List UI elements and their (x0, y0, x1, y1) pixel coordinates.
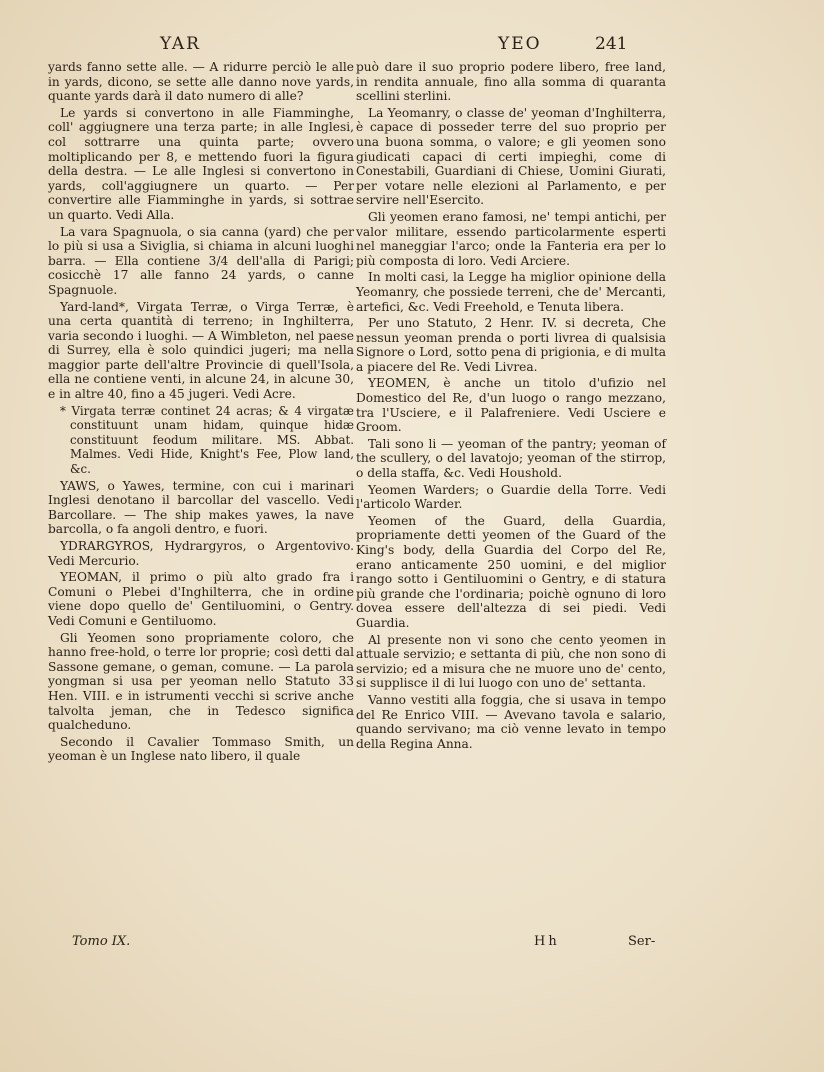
paragraph: La Yeomanry, o classe de' yeoman d'Inghilterra, è capace di posseder terre del suo proprio per una buona somma, o valore; e gli yeomen sono giudicati capaci di certi impieghi, come di Conestabili, Guardiani di Chiese, Uomini Giurati, per votare nelle elezioni al Parlamento, e per servire nell'Esercito. (356, 105, 666, 208)
paragraph: Gli yeomen erano famosi, ne' tempi antichi, per valor militare, essendo particolarmente esperti nel maneggiar l'arco; onde la Fanteria era per lo più composta di loro. Vedi Arciere. (356, 209, 666, 268)
left-column (48, 60, 354, 766)
paragraph: Per uno Statuto, 2 Henr. IV. si decreta, Che nessun yeoman prenda o porti livrea di qualsisia Signore o Lord, sotto pena di prigionia, e di multa a piacere del Re. Vedi Livrea. (356, 316, 666, 374)
catchword: Ser- (628, 934, 656, 949)
signature-mark: Hh (534, 934, 560, 949)
right-running-title: YEO (498, 34, 542, 54)
paragraph: In molti casi, la Legge ha miglior opinione della Yeomanry, che possiede terreni, che de' Mercanti, artefici, &c. Vedi Freehold, e Tenuta libera. (356, 270, 666, 314)
paragraph: yards fanno sette alle. — A ridurre perciò le alle in yards, dicono, se sette alle danno nove yards, quante yards darà il dato numero di alle? (48, 60, 354, 104)
paragraph: YDRARGYROS, Hydrargyros, o Argentovivo. Vedi Mercurio. (48, 539, 354, 568)
paragraph: Yeomen Warders; o Guardie della Torre. Vedi l'articolo Warder. (356, 482, 666, 512)
paragraph: Yeomen of the Guard, della Guardia, propriamente detti yeomen of the Guard of the King's body, della Guardia del Corpo del Re, erano anticamente 250 uomini, e del miglior rango sotto i Gentiluomini o Gentry, e di statura più grande che l'ordinaria; poichè ognuno di loro dovea essere dell'altezza di sei piedi. Vedi Guardia. (356, 513, 666, 630)
paragraph: La vara Spagnuola, o sia canna (yard) che per lo più si usa a Siviglia, si chiama in alcuni luoghi barra. — Ella contiene 3/4 dell'alla di Parigi; cosicchè 17 alle fanno 24 yards, o canne Spagnuole. (48, 224, 354, 297)
right-column (356, 60, 666, 753)
paragraph: YEOMEN, è anche un titolo d'ufizio nel Domestico del Re, d'un luogo o rango mezzano, tra l'Usciere, e il Palafreniere. Vedi Usciere e Groom. (356, 376, 666, 435)
footnote: * Virgata terræ continet 24 acras; & 4 virgatæ constituunt unam hidam, quinque hidæ constituunt feodum militare. MS. Abbat. Malmes. Vedi Hide, Knight's Fee, Plow land, &c. (60, 403, 354, 477)
page-number: 241 (595, 34, 628, 54)
paragraph: YEOMAN, il primo o più alto grado fra i Comuni o Plebei d'Inghilterra, che in ordine viene dopo quello de' Gentiluomini, o Gentry. Vedi Comuni e Gentiluomo. (48, 570, 354, 628)
paragraph: Gli Yeomen sono propriamente coloro, che hanno free-hold, o terre lor proprie; così detti dal Sassone gemane, o geman, comune. — La parola yongman si usa per yeoman nello Statuto 33 Hen. VIII. e in istrumenti vecchi si scrive anche talvolta jeman, che in Tedesco significa qualcheduno. (48, 630, 354, 733)
paragraph: Tali sono li — yeoman of the pantry; yeoman of the scullery, o del lavatojo; yeoman of the stirrop, o della staffa, &c. Vedi Houshold. (356, 436, 666, 481)
running-header (0, 34, 824, 58)
paragraph: Vanno vestiti alla foggia, che si usava in tempo del Re Enrico VIII. — Avevano tavola e salario, quando servivano; ma ciò venne levato in tempo della Regina Anna. (356, 692, 666, 751)
paragraph: Secondo il Cavalier Tommaso Smith, un yeoman è un Inglese nato libero, il quale (48, 734, 354, 764)
paragraph: Al presente non vi sono che cento yeomen in attuale servizio; e settanta di più, che non sono di servizio; ed a misura che ne muore uno de' cento, si supplisce il di lui luogo con uno de' settanta. (356, 632, 666, 691)
paragraph: può dare il suo proprio podere libero, free land, in rendita annuale, fino alla somma di quaranta scellini sterlini. (356, 60, 666, 104)
paragraph: YAWS, o Yawes, termine, con cui i marinari Inglesi denotano il barcollar del vascello. Vedi Barcollare. — The ship makes yawes, la nave barcolla, o fa angoli dentro, e fuori. (48, 478, 354, 537)
paragraph: Yard-land*, Virgata Terræ, o Virga Terræ, è una certa quantità di terreno; in Inghilterra, varia secondo i luoghi. — A Wimbleton, nel paese di Surrey, ella è solo quindici jugeri; ma nella maggior parte dell'altre Provincie di quell'Isola, ella ne contiene venti, in alcune 24, in alcune 30, e in altre 40, fino a 45 jugeri. Vedi Acre. (48, 299, 354, 402)
left-running-title: YAR (160, 34, 201, 54)
volume-mark: Tomo IX. (72, 934, 131, 949)
paragraph: Le yards si convertono in alle Fiamminghe, coll' aggiugnere una terza parte; in alle Inglesi, col sottrarre una quinta parte; ovvero moltiplicando per 8, e mettendo fuori la figura della destra. — Le alle Inglesi si convertono in yards, coll'aggiugnere un quarto. — Per convertire alle Fiamminghe in yards, si sottrae un quarto. Vedi Alla. (48, 105, 354, 222)
